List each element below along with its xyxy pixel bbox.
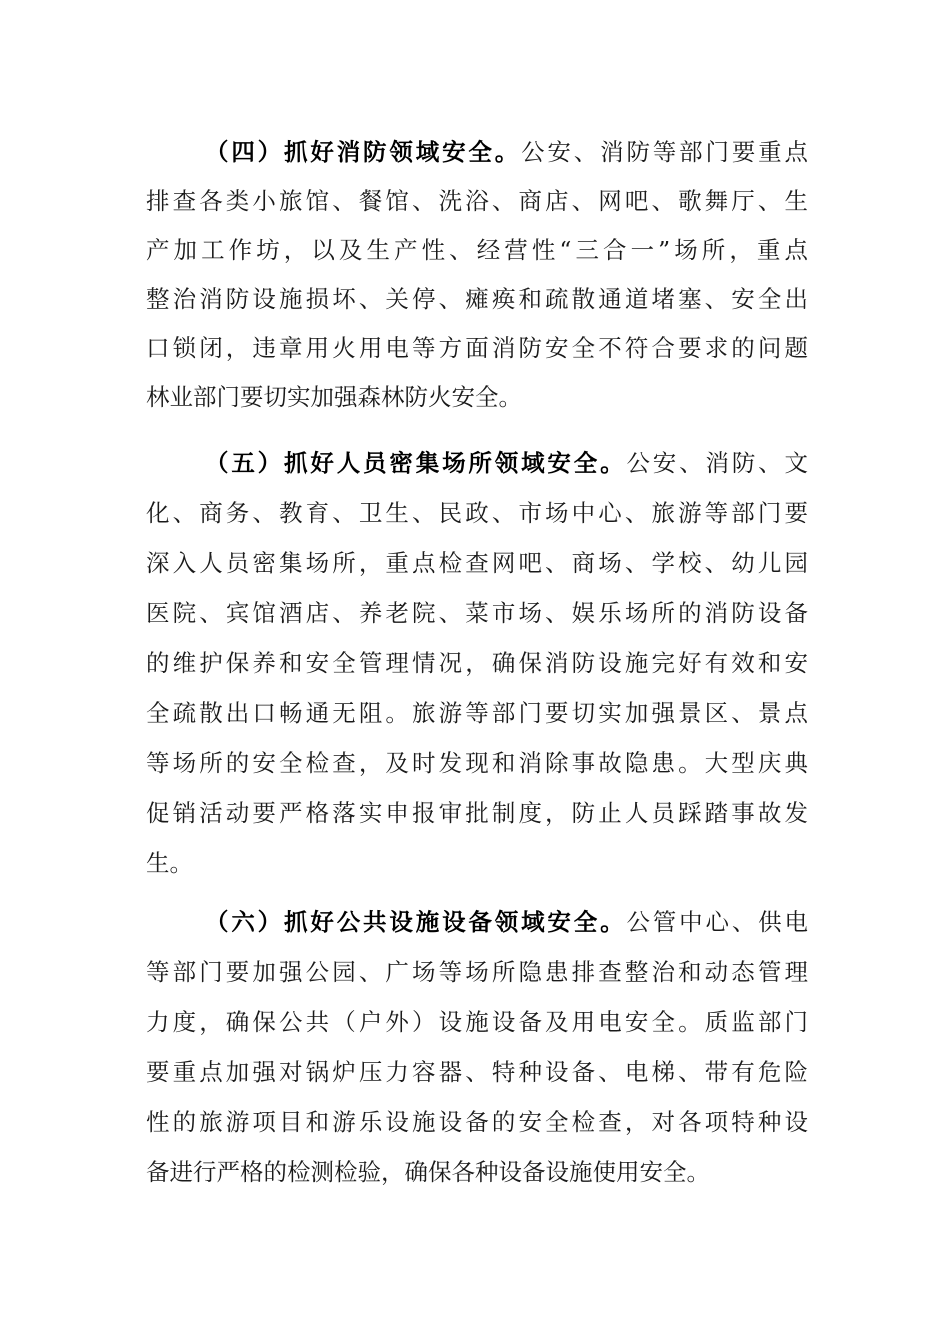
paragraph-line: 全疏散出口畅通无阻。旅游等部门要切实加强景区、景点 (146, 699, 808, 727)
paragraph-line: 深入人员密集场所，重点检查网吧、商场、学校、幼儿园 (146, 549, 808, 577)
paragraph-line: 林业部门要切实加强森林防火安全。 (146, 383, 522, 411)
paragraph-line: 化、商务、教育、卫生、民政、市场中心、旅游等部门要 (146, 499, 808, 527)
paragraph-line (205, 132, 808, 172)
paragraph-line: 生。 (146, 849, 193, 877)
paragraph-text: 公安、消防等部门要重点 (521, 138, 808, 166)
paragraph-text: 公管中心、供电 (626, 908, 808, 936)
paragraph-line: 的维护保养和安全管理情况，确保消防设施完好有效和安 (146, 649, 808, 677)
paragraph-line: 排查各类小旅馆、餐馆、洗浴、商店、网吧、歌舞厅、生 (146, 187, 808, 215)
paragraph-line: 力度，确保公共（户外）设施设备及用电安全。质监部门 (146, 1008, 808, 1036)
paragraph-text: 公安、消防、文 (626, 449, 808, 477)
section-heading: （六）抓好公共设施设备领域安全。 (205, 908, 627, 936)
paragraph-line: 等部门要加强公园、广场等场所隐患排查整治和动态管理 (146, 958, 808, 986)
paragraph-line: 等场所的安全检查，及时发现和消除事故隐患。大型庆典 (146, 749, 808, 777)
paragraph-line: 医院、宾馆酒店、养老院、菜市场、娱乐场所的消防设备 (146, 599, 808, 627)
paragraph-line (205, 443, 808, 483)
section-heading: （五）抓好人员密集场所领域安全。 (205, 449, 627, 477)
paragraph-line: 整治消防设施损坏、关停、瘫痪和疏散通道堵塞、安全出 (146, 285, 808, 313)
paragraph-line (205, 902, 808, 942)
paragraph-line: 备进行严格的检测检验，确保各种设备设施使用安全。 (146, 1158, 710, 1186)
section-heading: （四）抓好消防领域安全。 (205, 138, 522, 166)
paragraph-line: 口锁闭，违章用火用电等方面消防安全不符合要求的问题 (146, 334, 808, 362)
paragraph-line: 促销活动要严格落实申报审批制度，防止人员踩踏事故发 (146, 799, 808, 827)
paragraph-line: 要重点加强对锅炉压力容器、特种设备、电梯、带有危险 (146, 1058, 808, 1086)
paragraph-line: 性的旅游项目和游乐设施设备的安全检查，对各项特种设 (146, 1108, 808, 1136)
paragraph-line: 产加工作坊，以及生产性、经营性“三合一”场所，重点 (146, 236, 808, 264)
